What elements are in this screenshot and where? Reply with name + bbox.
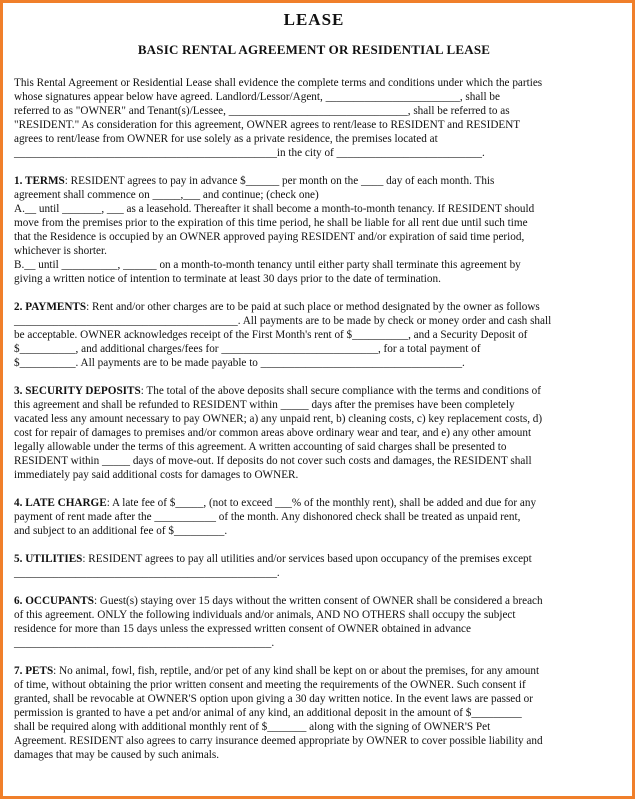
section-line: move from the premises prior to the expiration of this time period, he shall be liable for all rent due until such time <box>14 217 528 229</box>
section-first-line <box>14 552 614 566</box>
section-heading: 2. PAYMENTS <box>14 301 87 313</box>
section-line: of this agreement. ONLY the following individuals and/or animals, AND NO OTHERS shall occupy the subject <box>14 609 516 621</box>
section-heading: 5. UTILITIES <box>14 553 83 565</box>
section-line: residence for more than 15 days unless the expressed written consent of OWNER obtained in advance <box>14 623 471 635</box>
section-first-line <box>14 384 614 398</box>
intro-line: whose signatures appear below have agreed. Landlord/Lessor/Agent, ________________________, shall be <box>14 91 500 103</box>
section-line: $__________. All payments are to be made payable to ____________________________________. <box>14 357 465 369</box>
section-line: permission is granted to have a pet and/or animal of any kind, an additional deposit in the amount of $_________ <box>14 707 522 719</box>
section-text: : No animal, fowl, fish, reptile, and/or pet of any kind shall be kept on or about the premises, for any amount <box>53 665 540 677</box>
document-title: LEASE <box>283 10 345 29</box>
section-line: RESIDENT within _____ days of move-out. If deposits do not cover such costs and damages, the RESIDENT shall <box>14 455 532 467</box>
section-first-line <box>14 496 614 510</box>
intro-line: "RESIDENT." As consideration for this agreement, OWNER agrees to rent/lease to RESIDENT and RESIDENT <box>14 119 521 131</box>
section-utilities <box>14 552 614 580</box>
section-line: granted, shall be revocable at OWNER'S option upon giving a 30 day written notice. In the event laws are passed or <box>14 693 533 705</box>
intro-line: agrees to rent/lease from OWNER for use solely as a private residence, the premises located at <box>14 133 438 145</box>
section-heading: 6. OCCUPANTS <box>14 595 94 607</box>
intro-line: This Rental Agreement or Residential Lease shall evidence the complete terms and conditions under which the parties <box>14 77 543 89</box>
section-late-charge <box>14 496 614 538</box>
section-line: be acceptable. OWNER acknowledges receipt of the First Month's rent of $__________, and a Security Deposit of <box>14 329 528 341</box>
section-line: shall be required along with additional monthly rent of $_______ along with the signing of OWNER'S Pet <box>14 721 491 733</box>
intro-line: _______________________________________________in the city of __________________________. <box>14 147 485 159</box>
lease-document <box>14 10 614 776</box>
section-first-line <box>14 594 614 608</box>
section-text: : Guest(s) staying over 15 days without the written consent of OWNER shall be considered a breach <box>93 595 543 607</box>
section-first-line <box>14 300 614 314</box>
section-text: : RESIDENT agrees to pay in advance $______ per month on the ____ day of each month. This <box>64 175 495 187</box>
section-heading: 4. LATE CHARGE <box>14 497 107 509</box>
section-text: : Rent and/or other charges are to be paid at such place or method designated by the owner as follows <box>86 301 540 313</box>
section-heading: 1. TERMS <box>14 175 65 187</box>
section-line: and subject to an additional fee of $_________. <box>14 525 228 537</box>
section-text: : RESIDENT agrees to pay all utilities and/or services based upon occupancy of the premises except <box>82 553 532 565</box>
section-line: this agreement and shall be refunded to RESIDENT within _____ days after the premises have been completely <box>14 399 515 411</box>
document-subtitle: BASIC RENTAL AGREEMENT OR RESIDENTIAL LEASE <box>137 42 491 57</box>
section-heading: 7. PETS <box>14 665 54 677</box>
section-first-line <box>14 174 614 188</box>
section-text: : A late fee of $_____, (not to exceed ___% of the monthly rent), shall be added and due for any <box>106 497 537 509</box>
section-line: cost for repair of damages to premises and/or common areas above ordinary wear and tear, and e) any other amount <box>14 427 532 439</box>
section-line: immediately pay said additional costs for damages to OWNER. <box>14 469 299 481</box>
section-line: that the Residence is occupied by an OWNER approved paying RESIDENT and/or expiration of said time period, <box>14 231 525 243</box>
section-terms <box>14 174 614 286</box>
section-line: giving a written notice of intention to terminate at least 30 days prior to the date of termination. <box>14 273 441 285</box>
section-first-line <box>14 664 614 678</box>
section-line: ______________________________________________. <box>14 637 275 649</box>
section-line: $__________, and additional charges/fees for ____________________________, for a total payment of <box>14 343 481 355</box>
section-line: payment of rent made after the ___________ of the month. Any dishonored check shall be treated as unpaid rent, <box>14 511 521 523</box>
section-text: : The total of the above deposits shall secure compliance with the terms and conditions of <box>140 385 541 397</box>
lease-sections <box>14 174 614 762</box>
section-heading: 3. SECURITY DEPOSITS <box>14 385 141 397</box>
section-line: damages that may be caused by such animals. <box>14 749 220 761</box>
section-line: agreement shall commence on _____,___ and continue; (check one) <box>14 189 319 201</box>
section-line: vacated less any amount necessary to pay OWNER; a) any unpaid rent, b) cleaning costs, c) key replacement costs, d) <box>14 413 543 425</box>
section-payments <box>14 300 614 370</box>
section-line: Agreement. RESIDENT also agrees to carry insurance deemed appropriate by OWNER to cover possible liability and <box>14 735 543 747</box>
section-line: _______________________________________________. <box>14 567 280 579</box>
section-line: whichever is shorter. <box>14 245 107 257</box>
section-line: of time, without obtaining the prior written consent and meeting the requirements of the OWNER. Such consent if <box>14 679 526 691</box>
section-pets <box>14 664 614 762</box>
section-security-deposits <box>14 384 614 482</box>
section-line: A.__ until _______, ___ as a leasehold. Thereafter it shall become a month-to-month tenancy. If RESIDENT should <box>14 203 535 215</box>
section-line: ________________________________________. All payments are to be made by check or money order and cash shall <box>14 315 552 327</box>
section-occupants <box>14 594 614 650</box>
intro-paragraph <box>14 76 614 160</box>
intro-line: referred to as "OWNER" and Tenant(s)/Lessee, ________________________________, shall be referred to as <box>14 105 510 117</box>
section-line: B.__ until __________, ______ on a month-to-month tenancy until either party shall terminate this agreement by <box>14 259 521 271</box>
section-line: legally allowable under the terms of this agreement. A written accounting of said charges shall be presented to <box>14 441 507 453</box>
